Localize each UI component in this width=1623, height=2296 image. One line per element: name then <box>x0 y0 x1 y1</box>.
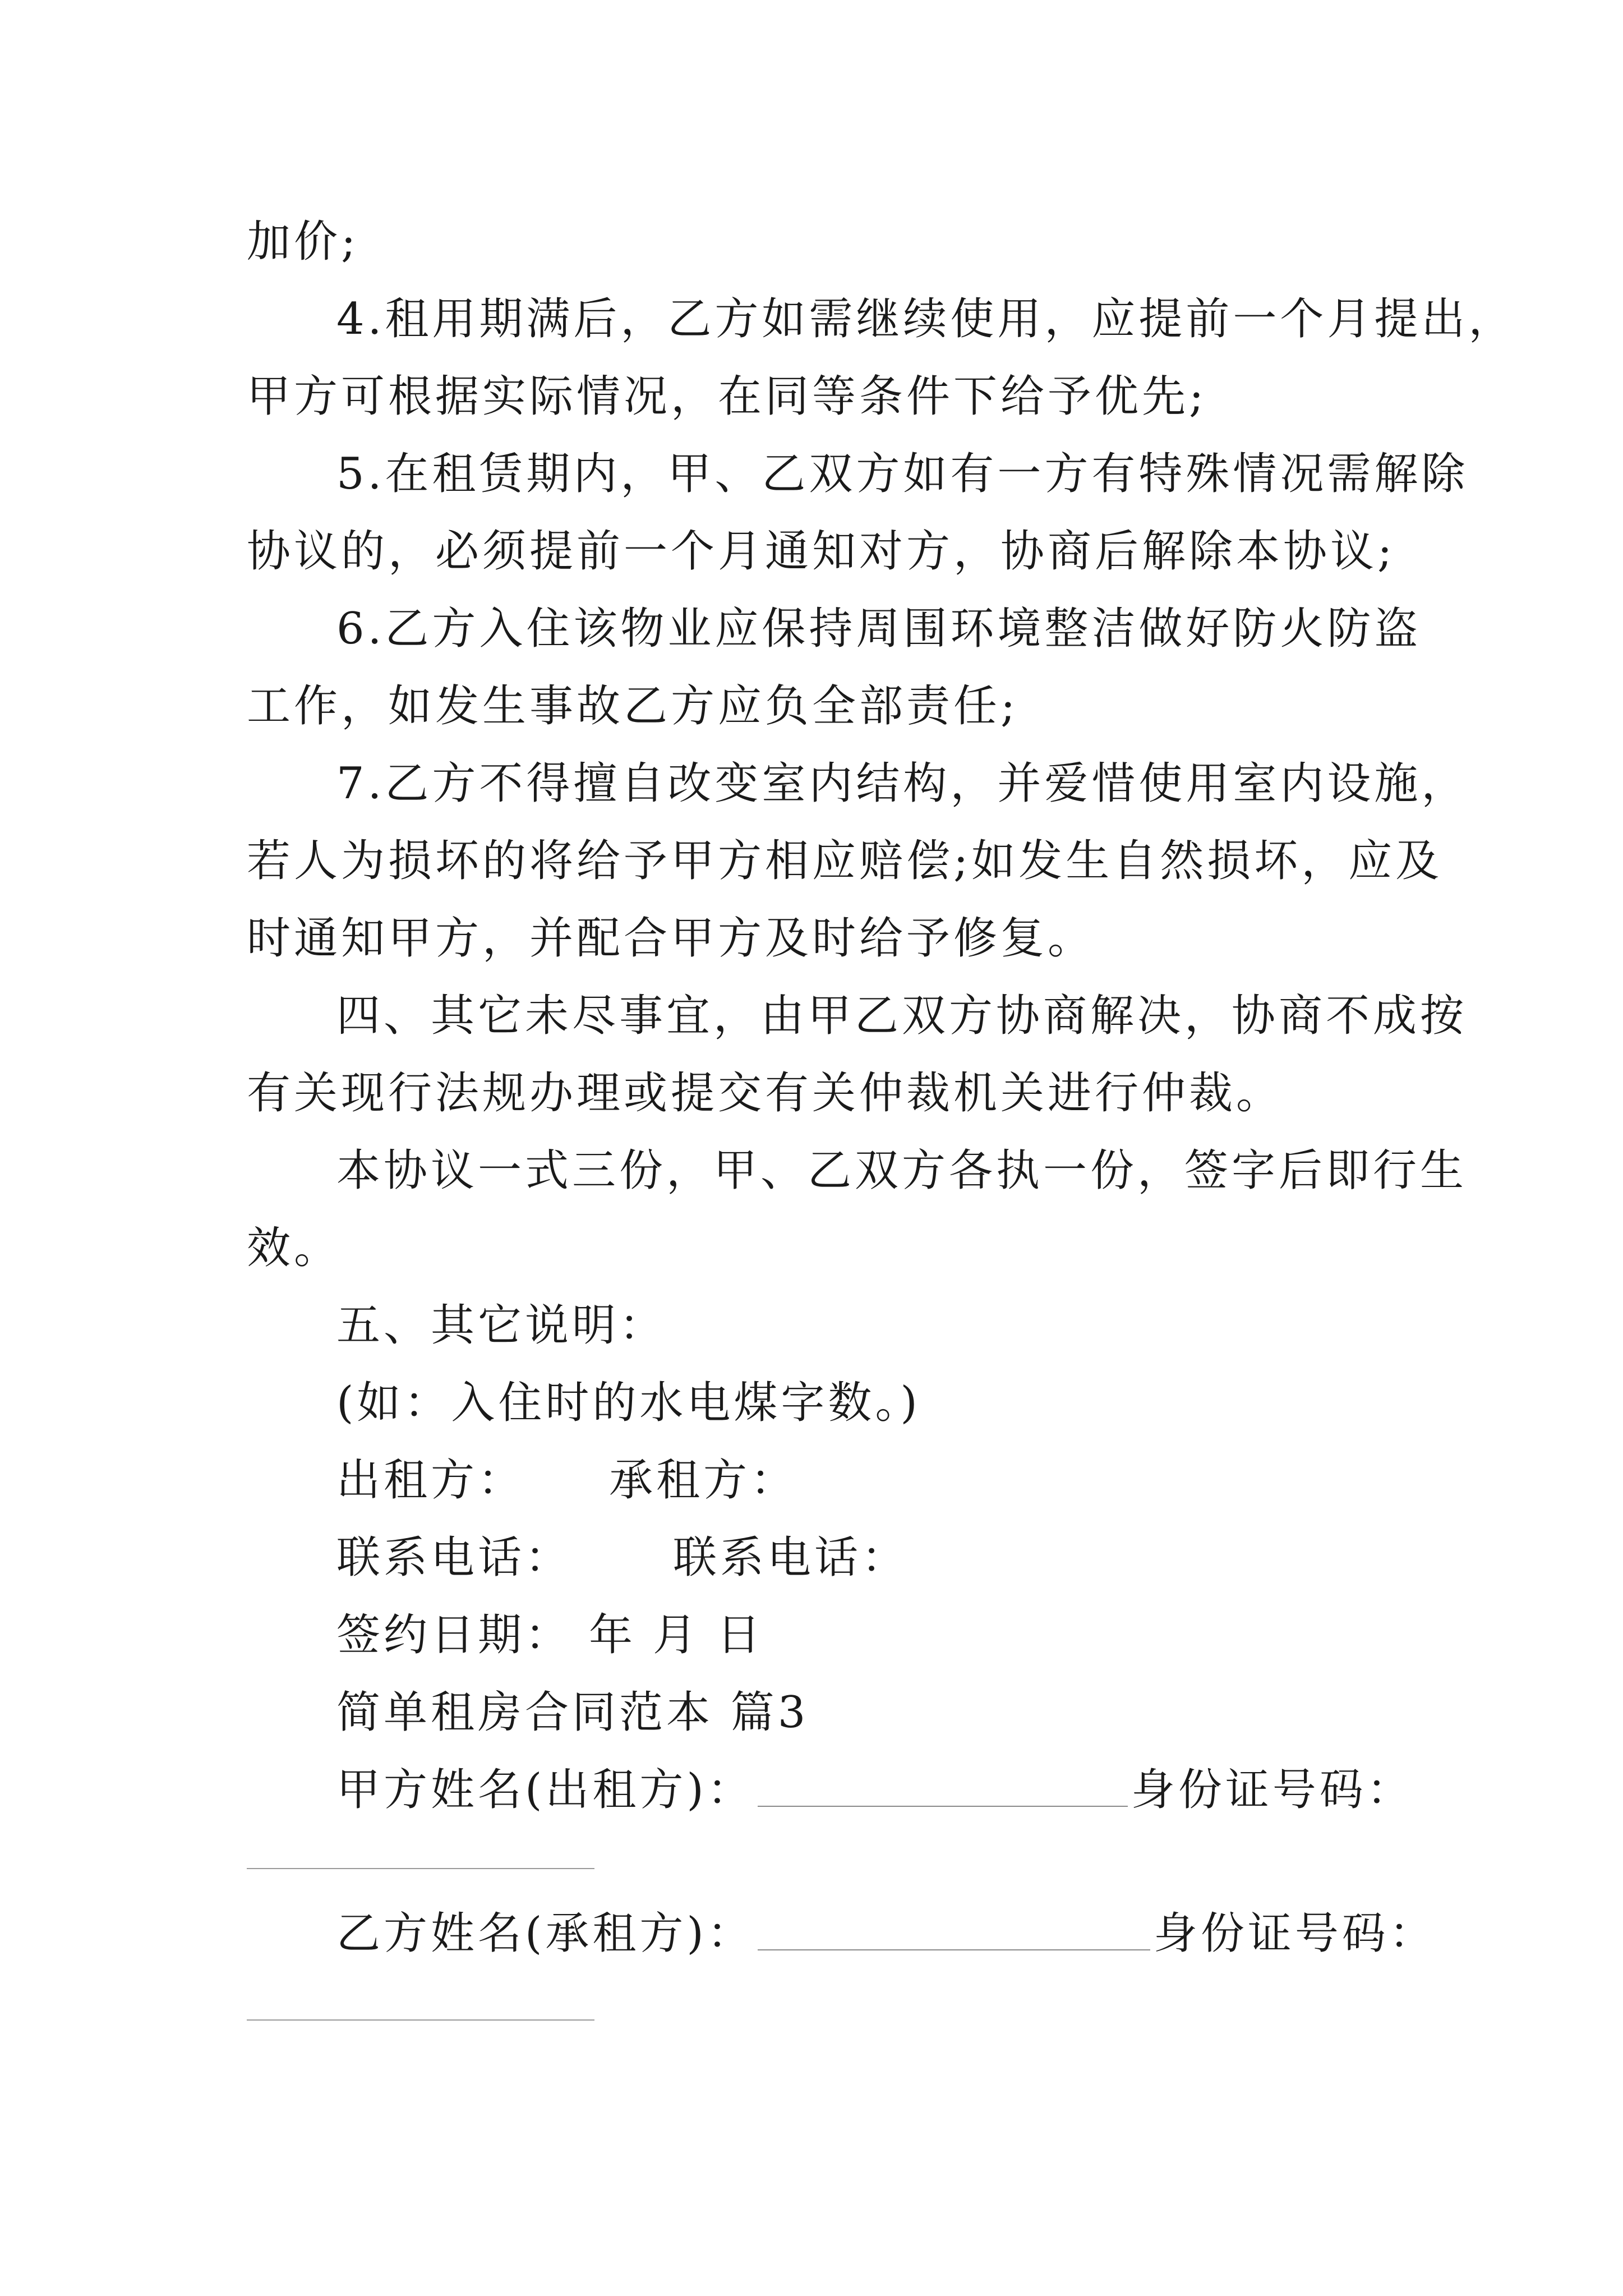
signature-lessor-row <box>336 1455 798 1506</box>
text-line: 协议的，必须提前一个月通知对方，协商后解除本协议; <box>247 526 1396 577</box>
text-line: 甲方可根据实际情况，在同等条件下给予优先; <box>247 371 1207 422</box>
party-b-id-blank <box>247 2019 594 2021</box>
text-line: 四、其它未尽事宜，由甲乙双方协商解决，协商不成按 <box>336 991 1468 1041</box>
party-b-name-label: 乙方姓名(承租方)： <box>336 1908 754 1959</box>
party-b-row <box>336 1908 1436 1959</box>
date-label: 签约日期： <box>336 1610 573 1660</box>
text-line: 工作，如发生事故乙方应负全部责任; <box>247 681 1019 731</box>
lessor-label: 出租方： <box>336 1455 525 1506</box>
text-line: 时通知甲方，并配合甲方及时给予修复。 <box>247 913 1095 964</box>
party-b-name-blank <box>758 1949 1150 1950</box>
text-line: 本协议一式三份，甲、乙双方各执一份，签字后即行生 <box>336 1145 1468 1196</box>
party-b-id-label: 身份证号码： <box>1153 1908 1436 1959</box>
signature-date-row <box>336 1610 764 1660</box>
phone-label-b: 联系电话： <box>673 1533 909 1583</box>
party-a-id-label: 身份证号码： <box>1131 1765 1414 1815</box>
party-a-name-blank <box>758 1806 1128 1807</box>
text-line: 若人为损坏的将给予甲方相应赔偿;如发生自然损坏，应及 <box>247 836 1443 886</box>
text-line: 有关现行法规办理或提交有关仲裁机关进行仲裁。 <box>247 1068 1284 1119</box>
party-a-row <box>336 1765 1414 1815</box>
date-day: 日 <box>717 1610 764 1660</box>
text-line: 4.租用期满后，乙方如需继续使用，应提前一个月提出， <box>336 294 1516 344</box>
signature-phone-row <box>336 1533 909 1583</box>
text-line: 效。 <box>247 1223 342 1273</box>
text-line: (如：入住时的水电煤字数。) <box>336 1378 921 1428</box>
text-line: 6.乙方入住该物业应保持周围环境整洁做好防火防盗 <box>336 604 1422 654</box>
party-a-name-label: 甲方姓名(出租方)： <box>336 1765 754 1815</box>
text-line: 5.在租赁期内，甲、乙双方如有一方有特殊情况需解除 <box>336 449 1469 499</box>
party-a-id-blank <box>247 1868 594 1869</box>
text-line: 五、其它说明： <box>336 1300 667 1351</box>
phone-label-a: 联系电话： <box>336 1533 573 1583</box>
date-year: 年 <box>589 1610 637 1660</box>
text-line: 7.乙方不得擅自改变室内结构，并爱惜使用室内设施， <box>336 758 1469 809</box>
lessee-label: 承租方： <box>609 1455 798 1506</box>
date-month: 月 <box>653 1610 700 1660</box>
section-title: 简单租房合同范本 篇3 <box>336 1687 809 1738</box>
text-line: 加价; <box>247 217 359 267</box>
